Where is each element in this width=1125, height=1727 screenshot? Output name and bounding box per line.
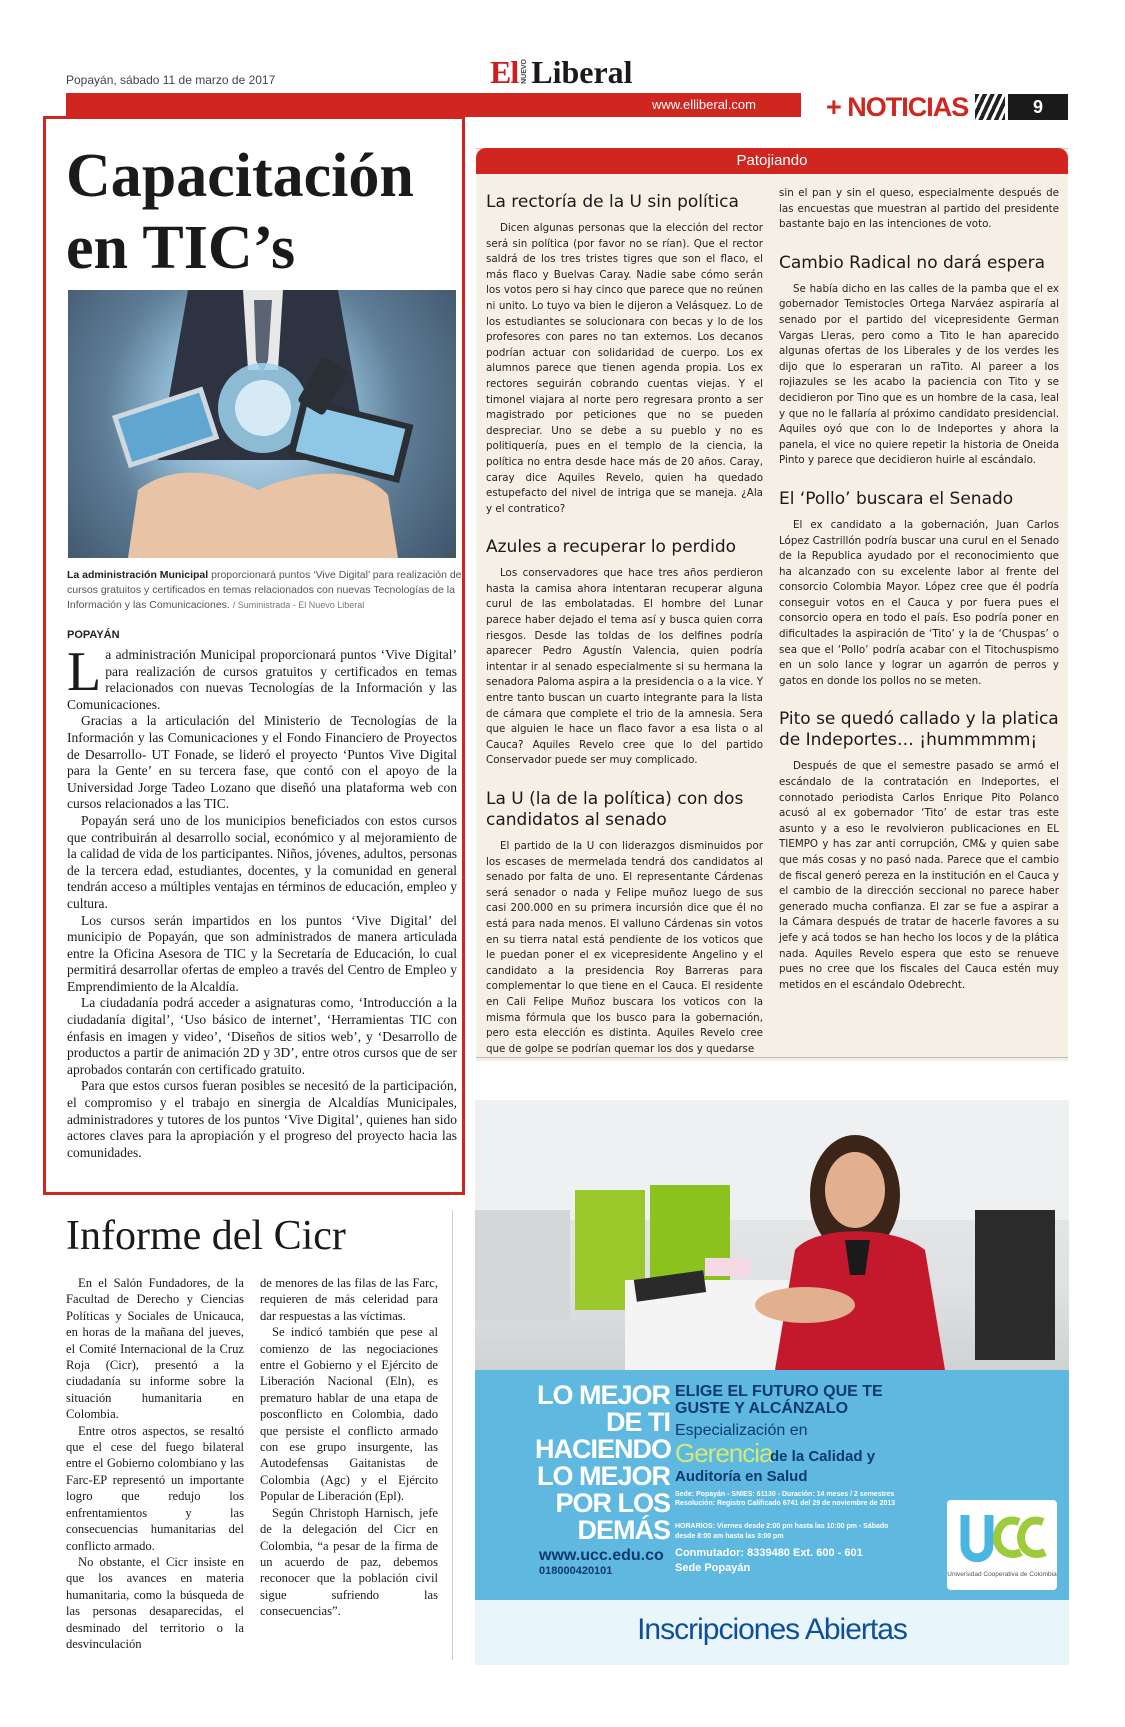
publication-date: Popayán, sábado 11 de marzo de 2017: [66, 73, 276, 87]
website-url[interactable]: www.elliberal.com: [651, 97, 756, 112]
cicr-paragraph: En el Salón Fundadores, de la Facultad de Derecho y Ciencias Políticas y Sociales de Unicauca, en horas de la mañana del jueves, el Comité Internacional de la Cruz Roja (Cicr), presentó a la ciudadanía su informe sobre la situación humanitaria en Colombia.: [66, 1276, 244, 1422]
ad-website[interactable]: www.ucc.edu.co: [539, 1547, 664, 1564]
cicr-column-1: [66, 1275, 244, 1652]
cicr-paragraph: Según Christoph Harnisch, jefe de la delegación del Cicr en Colombia, “a pesar de la firma de un acuerdo de paz, debemos reconocer que la población civil sigue sufriendo las consecuencias”.: [260, 1505, 438, 1619]
opinion-column-2: [779, 186, 1059, 993]
page-number: 9: [1008, 94, 1068, 120]
opinion-box-label: Patojiando: [476, 148, 1068, 174]
item-title: El ‘Pollo’ buscara el Senado: [779, 488, 1014, 509]
paragraph-1: [67, 641, 457, 713]
article-location: POPAYÁN: [67, 629, 120, 641]
university-advertisement[interactable]: [475, 1100, 1069, 1665]
drop-cap: L: [67, 641, 102, 703]
item-text: El ex candidato a la gobernación, Juan Carlos López Castrillón podría buscar una curul en el Senado de la Republica ayudado por el reconocimiento que ha alcanzado con su excelente labor al frente del consorcio Colombia Mayor. López cree que él podría conseguir votos en el Cauca y por fuera pues el consorcio opera en todo el país. Eso podría poner en dificultades la aspiración de ‘Tito’ y la de ‘Chuspas’ o sea que el ‘Pollo’ podría acabar con el Titochuspismo en un solo lance y lograr un agarrón de perros y gatos en donde los pollos no se meten.: [779, 518, 1059, 687]
slogan-line: POR LOS: [555, 1488, 670, 1518]
slogan-line: DEMÁS: [577, 1515, 670, 1545]
woman-at-desk-illustration: [475, 1100, 1069, 1370]
ad-campus: Sede Popayán: [675, 1562, 751, 1574]
photo-credit: / Suministrada - El Nuevo Liberal: [232, 600, 365, 610]
caption-lead: La administración Municipal: [67, 569, 209, 581]
paragraph-1-text: a administración Municipal proporcionará puntos ‘Vive Digital’ para realización de cursos gratuitos y certificados en temas relacionados con nuevas Tecnologías de la Información y las Comunicaciones.: [67, 647, 457, 712]
section-label: + NOTICIAS: [826, 92, 969, 122]
item-title: Azules a recuperar lo perdido: [486, 537, 737, 558]
slogan-line: DE TI: [605, 1407, 670, 1437]
headline-line-2: en TIC’s: [66, 214, 296, 282]
item-title: La rectoría de la U sin política: [486, 192, 739, 212]
paragraph-5: La ciudadanía podrá acceder a asignaturas como, ‘Introducción a la ciudadanía digital’, ‘Uso básico de internet’, ‘Herramientas TIC con énfasis en imagen y video’, ‘Diseños de sitios web’, y ‘Desarrollo de productos a partir de animación 2D y 3D’, entre otros cursos que de ser aprobados contarán con certificado gratuito.: [67, 995, 457, 1077]
headline-line-1: Capacitación: [66, 142, 414, 210]
article-headline: [66, 140, 461, 284]
logo-el: El: [490, 54, 519, 90]
ad-program-name-3: Auditoría en Salud: [675, 1468, 808, 1485]
cicr-headline: Informe del Cicr: [66, 1213, 346, 1259]
item-text: Después de que el semestre pasado se armó el escándalo de la contratación en Indeportes, el connotado periodista Carlos Enrique Pito Polanco acusó al ex gobernador ‘Tito’ de estar tras este asunto y a eso le revolvieron publicaciones en EL TIEMPO y has zar anti corrupción, CM& y quien sabe que más cosas y no pasó nada. Parece que el cambio de fiscal generó pereza en la institución en el Cauca y el cambio de la dirección seccional no parece haber generado mucha confianza. El zar se fue a aspirar a la Cámara después de tratar de hacerle favores a su jefe y acá todos se han hecho los locos y de la plática nada. Aquiles Revelo espera que esto se renueve pues no cree que los fiscales del Cauca estén muy metidos en el escándalo Odebrecht.: [779, 760, 1059, 991]
ad-program-type: Especialización en: [675, 1422, 808, 1439]
cicr-paragraph: Se indicó también que pese al comienzo de las negociaciones entre el Gobierno y el Ejército de Liberación Nacional (Eln), es prematuro hablar de una etapa de posconflicto en Colombia, dado que persiste el conflicto armado con ese grupo insurgente, las Autodefensas Gaitanistas de Colombia (Agc) y el Ejército Popular de Liberación (Epl).: [260, 1325, 438, 1504]
cicr-paragraph: Entre otros aspectos, se resaltó que el cese del fuego bilateral entre el Gobierno colombiano y las Farc-EP representó un importante logro que redujo los enfrentamientos y las consecuencias humanitarias del conflicto armado.: [66, 1423, 244, 1553]
cicr-column-2: [260, 1275, 438, 1620]
ad-photo: [475, 1100, 1069, 1370]
ad-registration-open: Inscripciones Abiertas: [637, 1613, 907, 1646]
slogan-line: LO MEJOR: [536, 1461, 670, 1491]
logo-liberal: Liberal: [531, 54, 633, 90]
item-title: La U (la de la política) con dos candidatos al senado: [486, 789, 744, 830]
ucc-name: Universidad Cooperativa de Colombia: [947, 1571, 1057, 1578]
item-text: Los conservadores que hace tres años perdieron hasta la camisa ahora intentaran recuperar alguna curul de las embolatadas. El hombre del Lunar parece haber dejado el tema así y busca quien corra riesgos. Desde las toldas de los delfines podría aparecer Pedro Agustín Valencia, quien podría intentar ir al senado especialmente si su hermana la senadora Paloma aspira a la presidencia o a la vice. Y entre tanto buscan un cuarto integrante para la lista de cámara que complete el trio de la amnesia. Sera que alguien le hace un flaco favor a esa lista o al Cauca? Aquiles Revelo cree que lo del partido Conservador puede ser muy complicado.: [486, 567, 763, 767]
ad-tagline: ELIGE EL FUTURO QUE TE GUSTE Y ALCÁNZALO: [675, 1383, 883, 1417]
slogan-line: HACIENDO: [535, 1434, 672, 1464]
item-text: El partido de la U con liderazgos disminuidos por los escases de mermelada tendrá dos candidatos al senado por falta de uno. El representante Cárdenas será senador o nada y Felipe muñoz luego de sus casi 200.000 en su primera incursión dice que él no está para nada menos. El valluno Cárdenas sin votos en su tierra natal está pendiente de los voticos que le puedan poner el ex vicepresidente Angelino y el candidato a la presidencia Roy Barreras para complementar lo que tiene en el Cauca. El residente en Cali Felipe Muñoz buscara los voticos con la misma fórmula que los busco para la gobernación, pero esta elección es distinta. Aquiles Revelo cree que de golpe se podrían quemar los dos y quedarse: [486, 840, 763, 1055]
ad-slogan: [535, 1382, 670, 1544]
section-stripes: [975, 94, 1005, 120]
slogan-line: LO MEJOR: [536, 1380, 670, 1410]
ad-program-name: Gerencia: [675, 1438, 773, 1468]
opinion-column-1: [486, 186, 763, 1057]
column-divider: [452, 1210, 453, 1660]
item-text: Se había dicho en las calles de la pamba que el ex gobernador Temistocles Ortega Narváez aspiraría al senado por el partido del vicepresidente German Vargas Lleras, pero como a Tito le han aparecido algunas ofertas de los Liberales y de los verdes les dijo que lo esperaran un raTito. Al pareer a los rojiazules se les acabo la paciencia con Tito y se decidieron por Tino que es un hombre de la casa, leal y que no le fallaría al próximo candidato presidencial. Aquiles oyó que con lo de Indeportes y ahora la panela, el vice no quiere repetir la historia de Oneida Pinto y parece que decidieron huirle al escándalo.: [779, 282, 1059, 467]
tech-hands-illustration: [68, 290, 456, 558]
section-divider: [476, 1057, 1068, 1058]
caption-text: proporcionará puntos ‘Vive Digital’ para realización de cursos gratuitos y certificados en temas relacionados con nuevas Tecnologías de la Información y las Comunicaciones.: [67, 569, 462, 611]
program-registry: Resolución: Registro Calificado 6741 del 29 de noviembre de 2013: [675, 1500, 896, 1507]
ad-program-details: [675, 1490, 905, 1518]
paragraph-4: Los cursos serán impartidos en los puntos ‘Vive Digital’ del municipio de Popayán, que son administrados de manera articulada entre la Oficina Asesora de TIC y la Secretaría de Educación, lo cual permitirá desarrollar ofertas de empleo a través del Centro de Empleo y Emprendimiento de la Alcaldía.: [67, 912, 457, 994]
newspaper-logo[interactable]: [490, 56, 633, 88]
cicr-paragraph: No obstante, el Cicr insiste en que los avances en materia humanitaria, como la búsqueda de las personas desaparecidas, el desminado del territorio o la desvinculación: [66, 1554, 244, 1651]
photo-caption: [67, 568, 462, 613]
logo-nuevo: NUEVO: [521, 59, 529, 84]
paragraph-2: Gracias a la articulación del Ministerio de Tecnologías de la Información y las Comunicaciones y el Fondo Financiero de Proyectos de Desarrollo- UT Fonade, se lideró el proyecto ‘Puntos Vive Digital para la Gente’ en su tercera fase, que contó con el apoyo de la Universidad Jorge Tadeo Lozano que diseñó una plataforma web con cursos relacionados a las TIC.: [67, 713, 457, 812]
paragraph-6: Para que estos cursos fueran posibles se necesitó de la participación, el compromiso y el trabajo en sinergia de Alcaldías Municipales, administradores y tutores de los puntos ‘Vive Digital’, quienes han sido actores claves para la apropiación y el progreso del proyecto hacia las comunidades.: [67, 1078, 457, 1160]
ucc-logo: [947, 1500, 1057, 1590]
program-info: Sede: Popayán - SNIES: 61130 - Duración: 14 meses / 2 semestres: [675, 1491, 895, 1498]
item-text: Dicen algunas personas que la elección del rector será sin política (por favor no se rían). Que el rector saldrá de los tres tristes tigres que son el flaco, el más flaco y Buelvas Caray. Nadie sabe cómo serán los votos pero si hay cinco que parece que no reúnen ni unito. Lo tuyo va bien le dijeron a Velásquez. Lo de los estudiantes se solucionara con becas y lo de los profesores con pares no tan externos. Los decanos podrían actuar con solidaridad de cuerpo. Los ex alumnos parece que tienen agenda propia. Los ex rectores seguirán cobrando cuentas viejas. Y el timonel viajara al norte pero regresara pronto a ser magistrado por peticiones que no se pueden despreciar. Uno se debe a su pueblo y no es politiquería, pues en el templo de la ciencia, la política no entra desde hace más de 20 años. Caray, caray dice Aquiles Revelo, quien ha quedado estupefacto del nivel de intriga que se maneja. ¿Ala y el contratico?: [486, 222, 763, 515]
paragraph-3: Popayán será uno de los municipios beneficiados con estos cursos que contribuirán al desarrollo social, económico y al mejoramiento de la calidad de vida de los participantes. Niños, jóvenes, adultos, personas de la tercera edad, estudiantes, docentes, y la comunidad en general tendrán acceso a múltiples ventajas en términos de educación, empleo y cultura.: [67, 812, 457, 911]
ad-switchboard: Conmutador: 8339480 Ext. 600 - 601: [675, 1547, 863, 1559]
item-title: Pito se quedó callado y la platica de Indeportes… ¡hummmmm¡: [779, 709, 1059, 751]
ad-program-name-2: de la Calidad y: [770, 1448, 876, 1465]
article-body: [67, 641, 457, 1161]
ad-schedule: HORARIOS: Viernes desde 2:00 pm hasta las 10:00 pm - Sábado desde 8:00 am hasta las 3:00 pm: [675, 1523, 889, 1540]
article-photo: [68, 290, 456, 558]
item-continuation: sin el pan y sin el queso, especialmente después de las encuestas que muestran al partido del presidente bastante bajo en las intenciones de voto.: [779, 187, 1059, 231]
ucc-logo-icon: [947, 1500, 1057, 1590]
item-title: Cambio Radical no dará espera: [779, 252, 1045, 273]
cicr-paragraph: de menores de las filas de las Farc, requieren de más celeridad para dar respuestas a las víctimas.: [260, 1276, 438, 1323]
ad-phone: 018000420101: [539, 1565, 613, 1577]
